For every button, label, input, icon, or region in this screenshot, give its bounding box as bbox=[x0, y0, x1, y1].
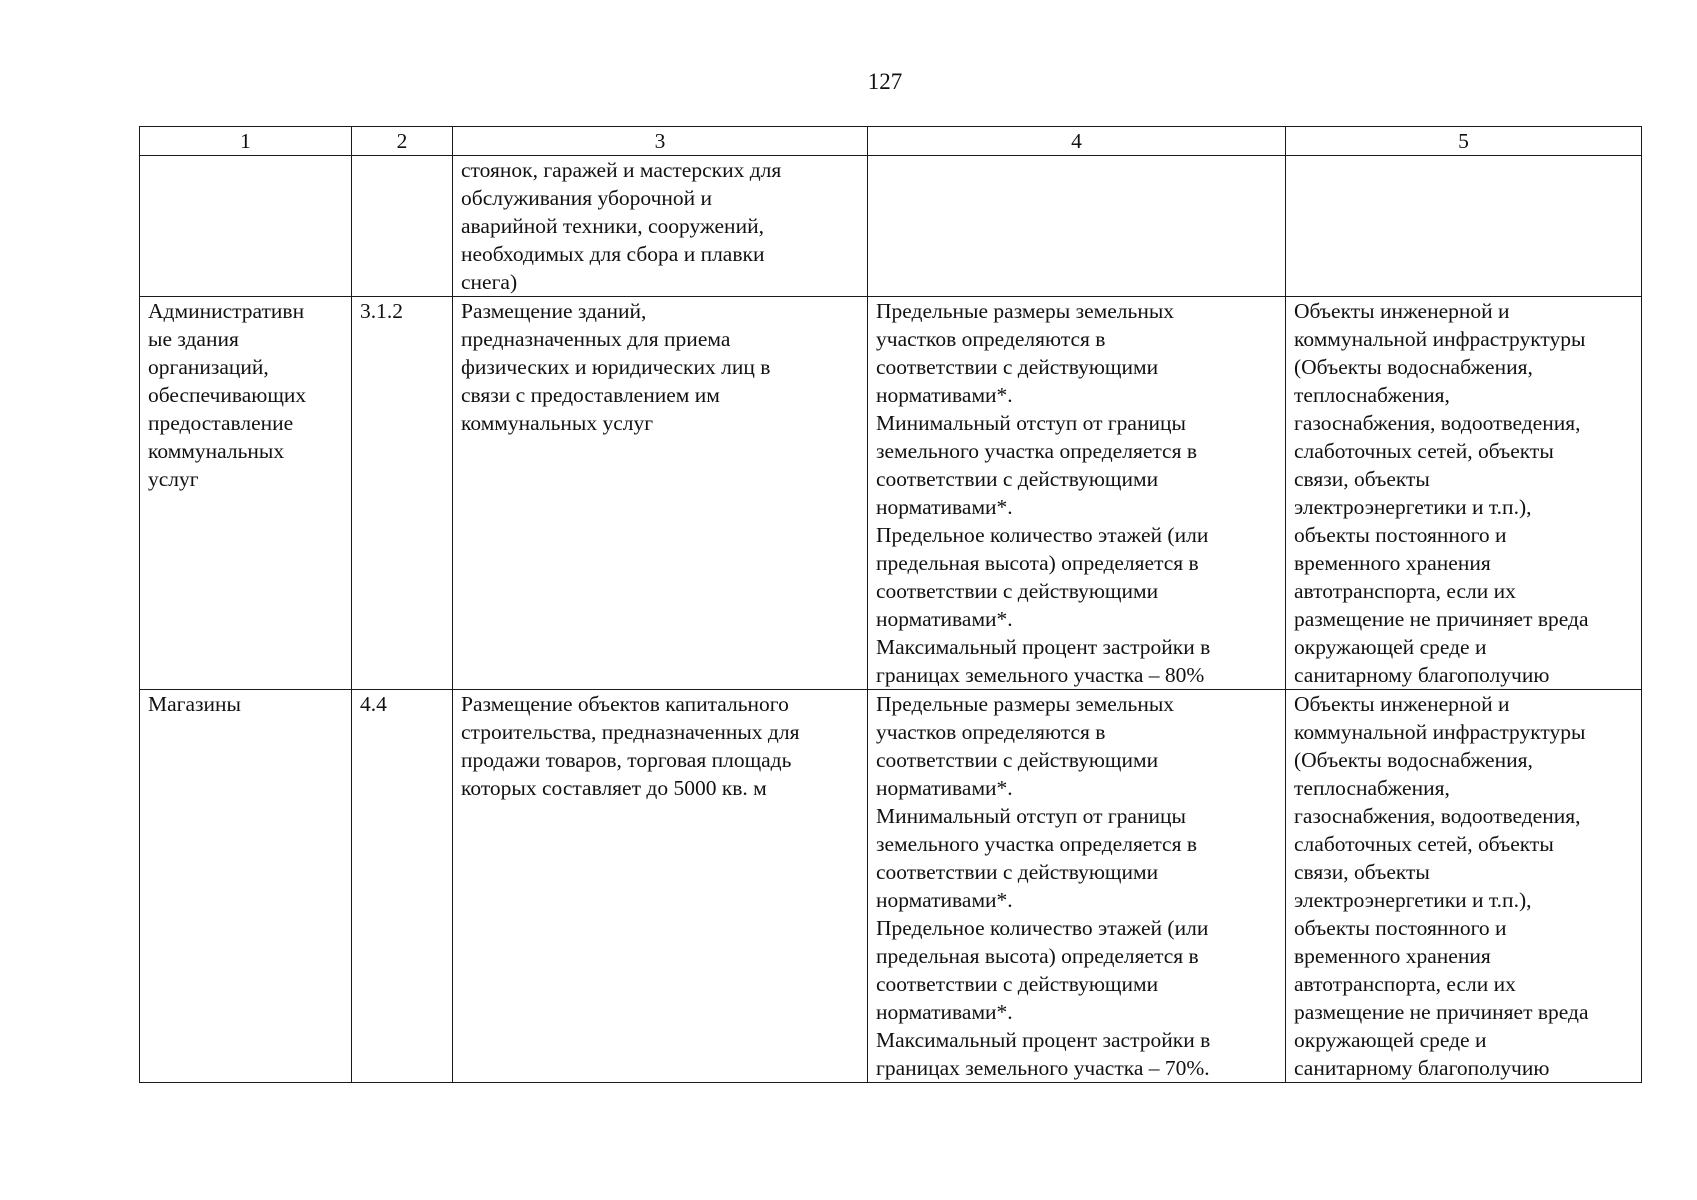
cell-parameters bbox=[868, 297, 1286, 690]
cell-code-text: 4.4 bbox=[360, 692, 387, 716]
cell-name-text: Административн ые здания организаций, обеспечивающих предоставление коммунальных услуг bbox=[148, 299, 307, 491]
cell-code bbox=[352, 156, 453, 297]
cell-name bbox=[140, 156, 352, 297]
cell-parameters bbox=[868, 156, 1286, 297]
cell-description-text: Размещение объектов капитального строительства, предназначенных для продажи товаров, торговая площадь которых составляет до 5000 кв. м bbox=[461, 692, 800, 800]
column-header-5: 5 bbox=[1286, 127, 1642, 156]
header-row bbox=[140, 127, 1642, 156]
cell-code bbox=[352, 690, 453, 1083]
cell-parameters bbox=[868, 690, 1286, 1083]
cell-description bbox=[453, 156, 868, 297]
cell-code bbox=[352, 297, 453, 690]
cell-parameters-text: Предельные размеры земельных участков определяются в соответствии с действующими нормативами*. Минимальный отступ от границы земельного участка определяется в соответствии с действующими нормативами*. Предельное количество этажей (или предельная высота) определяется в соответствии с действующими нормативами*. Максимальный процент застройки в границах земельного участка – 80% bbox=[876, 299, 1211, 687]
cell-description-text: Размещение зданий, предназначенных для приема физических и юридических лиц в связи с предоставлением им коммунальных услуг bbox=[461, 299, 771, 435]
page-number: 127 bbox=[867, 69, 903, 94]
column-header-2: 2 bbox=[352, 127, 453, 156]
cell-auxiliary bbox=[1286, 690, 1642, 1083]
cell-auxiliary-text: Объекты инженерной и коммунальной инфраструктуры (Объекты водоснабжения, теплоснабжения, газоснабжения, водоотведения, слаботочных сетей, объекты связи, объекты электроэнергетики и т.п.), объекты постоянного и временного хранения автотранспорта, если их размещение не причиняет вреда окружающей среде и санитарному благополучию bbox=[1294, 299, 1589, 687]
cell-code-text: 3.1.2 bbox=[360, 299, 403, 323]
column-header-4: 4 bbox=[868, 127, 1286, 156]
cell-auxiliary bbox=[1286, 156, 1642, 297]
cell-name-text: Магазины bbox=[148, 692, 241, 716]
cell-description bbox=[453, 690, 868, 1083]
table-row bbox=[140, 690, 1642, 1083]
cell-auxiliary bbox=[1286, 297, 1642, 690]
zoning-table bbox=[139, 126, 1642, 1083]
column-header-3: 3 bbox=[453, 127, 868, 156]
table-row bbox=[140, 156, 1642, 297]
column-header-1: 1 bbox=[140, 127, 352, 156]
cell-parameters-text: Предельные размеры земельных участков определяются в соответствии с действующими нормативами*. Минимальный отступ от границы земельного участка определяется в соответствии с действующими нормативами*. Предельное количество этажей (или предельная высота) определяется в соответствии с действующими нормативами*. Максимальный процент застройки в границах земельного участка – 70%. bbox=[876, 692, 1211, 1080]
cell-name bbox=[140, 690, 352, 1083]
cell-description bbox=[453, 297, 868, 690]
cell-name bbox=[140, 297, 352, 690]
cell-auxiliary-text: Объекты инженерной и коммунальной инфраструктуры (Объекты водоснабжения, теплоснабжения, газоснабжения, водоотведения, слаботочных сетей, объекты связи, объекты электроэнергетики и т.п.), объекты постоянного и временного хранения автотранспорта, если их размещение не причиняет вреда окружающей среде и санитарному благополучию bbox=[1294, 692, 1589, 1080]
table-row bbox=[140, 297, 1642, 690]
cell-description-text: стоянок, гаражей и мастерских для обслуживания уборочной и аварийной техники, сооружений, необходимых для сбора и плавки снега) bbox=[461, 158, 782, 294]
